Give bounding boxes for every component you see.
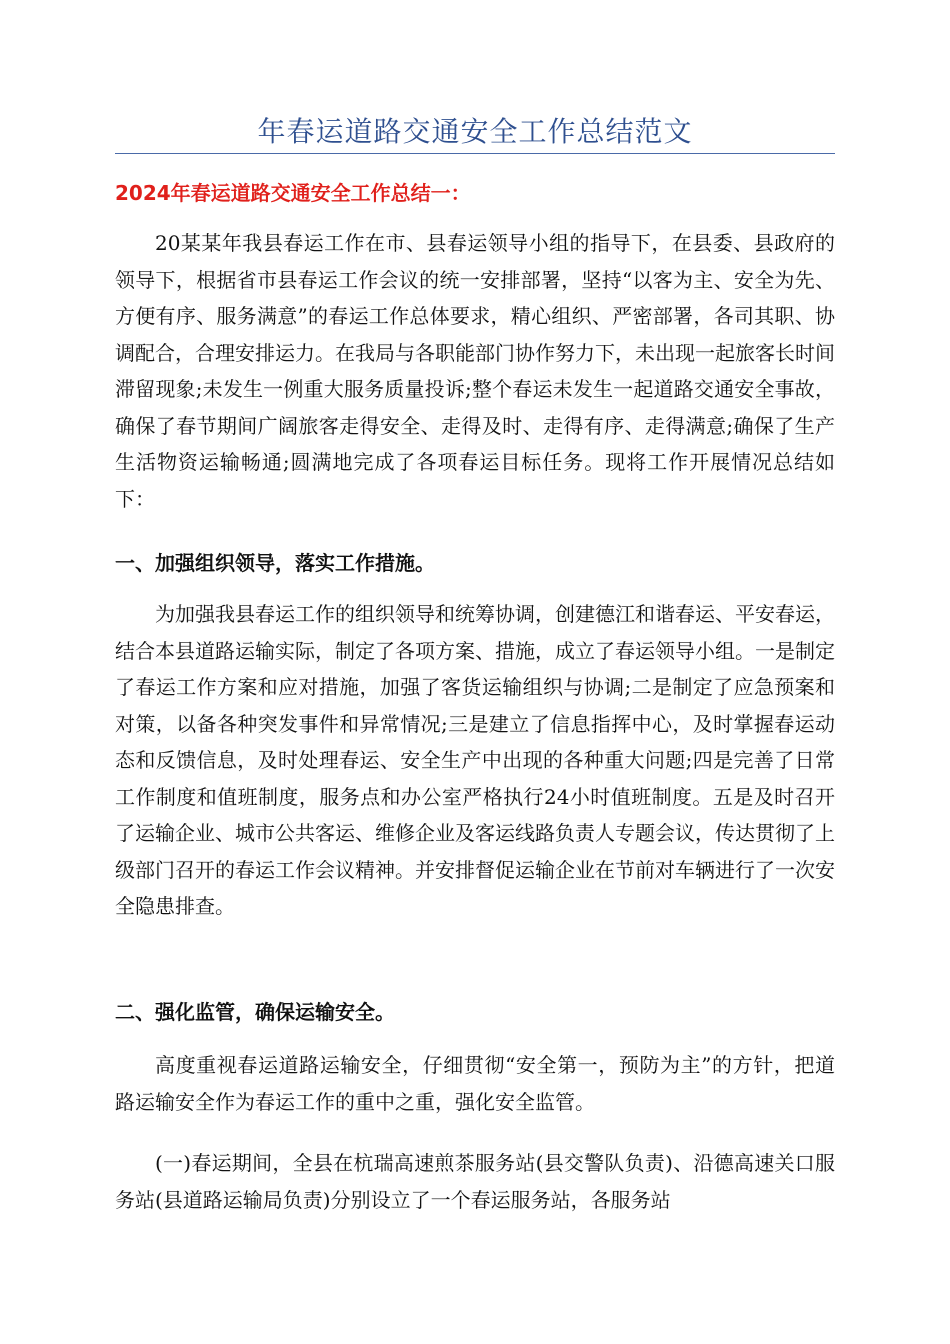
- title-underline: [115, 153, 835, 154]
- paragraph-intro: 20某某年我县春运工作在市、县春运领导小组的指导下，在县委、县政府的领导下，根据省市县春运工作会议的统一安排部署，坚持“以客为主、安全为先、方便有序、服务满意”的春运工作总体要求，精心组织、严密部署，各司其职、协调配合，合理安排运力。在我局与各职能部门协作努力下，未出现一起旅客长时间滞留现象;未发生一例重大服务质量投诉;整个春运未发生一起道路交通安全事故，确保了春节期间广阔旅客走得安全、走得及时、走得有序、走得满意;确保了生产生活物资运输畅通;圆满地完成了各项春运目标任务。现将工作开展情况总结如下：: [115, 231, 835, 511]
- paragraph-organization: 为加强我县春运工作的组织领导和统筹协调，创建德江和谐春运、平安春运，结合本县道路运输实际，制定了各项方案、措施，成立了春运领导小组。一是制定了春运工作方案和应对措施，加强了客货运输组织与协调;二是制定了应急预案和对策，以备各种突发事件和异常情况;三是建立了信息指挥中心，及时掌握春运动态和反馈信息，及时处理春运、安全生产中出现的各种重大问题;四是完善了日常工作制度和值班制度，服务点和办公室严格执行24小时值班制度。五是及时召开了运输企业、城市公共客运、维修企业及客运线路负责人专题会议，传达贯彻了上级部门召开的春运工作会议精神。并安排督促运输企业在节前对车辆进行了一次安全隐患排查。: [115, 602, 835, 918]
- document-title: 年春运道路交通安全工作总结范文: [257, 115, 693, 148]
- paragraph-supervision: 高度重视春运道路运输安全，仔细贯彻“安全第一，预防为主”的方针，把道路运输安全作为春运工作的重中之重，强化安全监管。: [115, 1053, 835, 1114]
- heading-supervision: 二、强化监管，确保运输安全。: [115, 1000, 395, 1024]
- heading-organization: 一、加强组织领导，落实工作措施。: [115, 551, 435, 575]
- paragraph-service-stations: (一)春运期间，全县在杭瑞高速煎茶服务站(县交警队负责)、沿德高速关口服务站(县道路运输局负责)分别设立了一个春运服务站，各服务站: [115, 1151, 835, 1212]
- section-subtitle: 2024年春运道路交通安全工作总结一：: [115, 181, 471, 205]
